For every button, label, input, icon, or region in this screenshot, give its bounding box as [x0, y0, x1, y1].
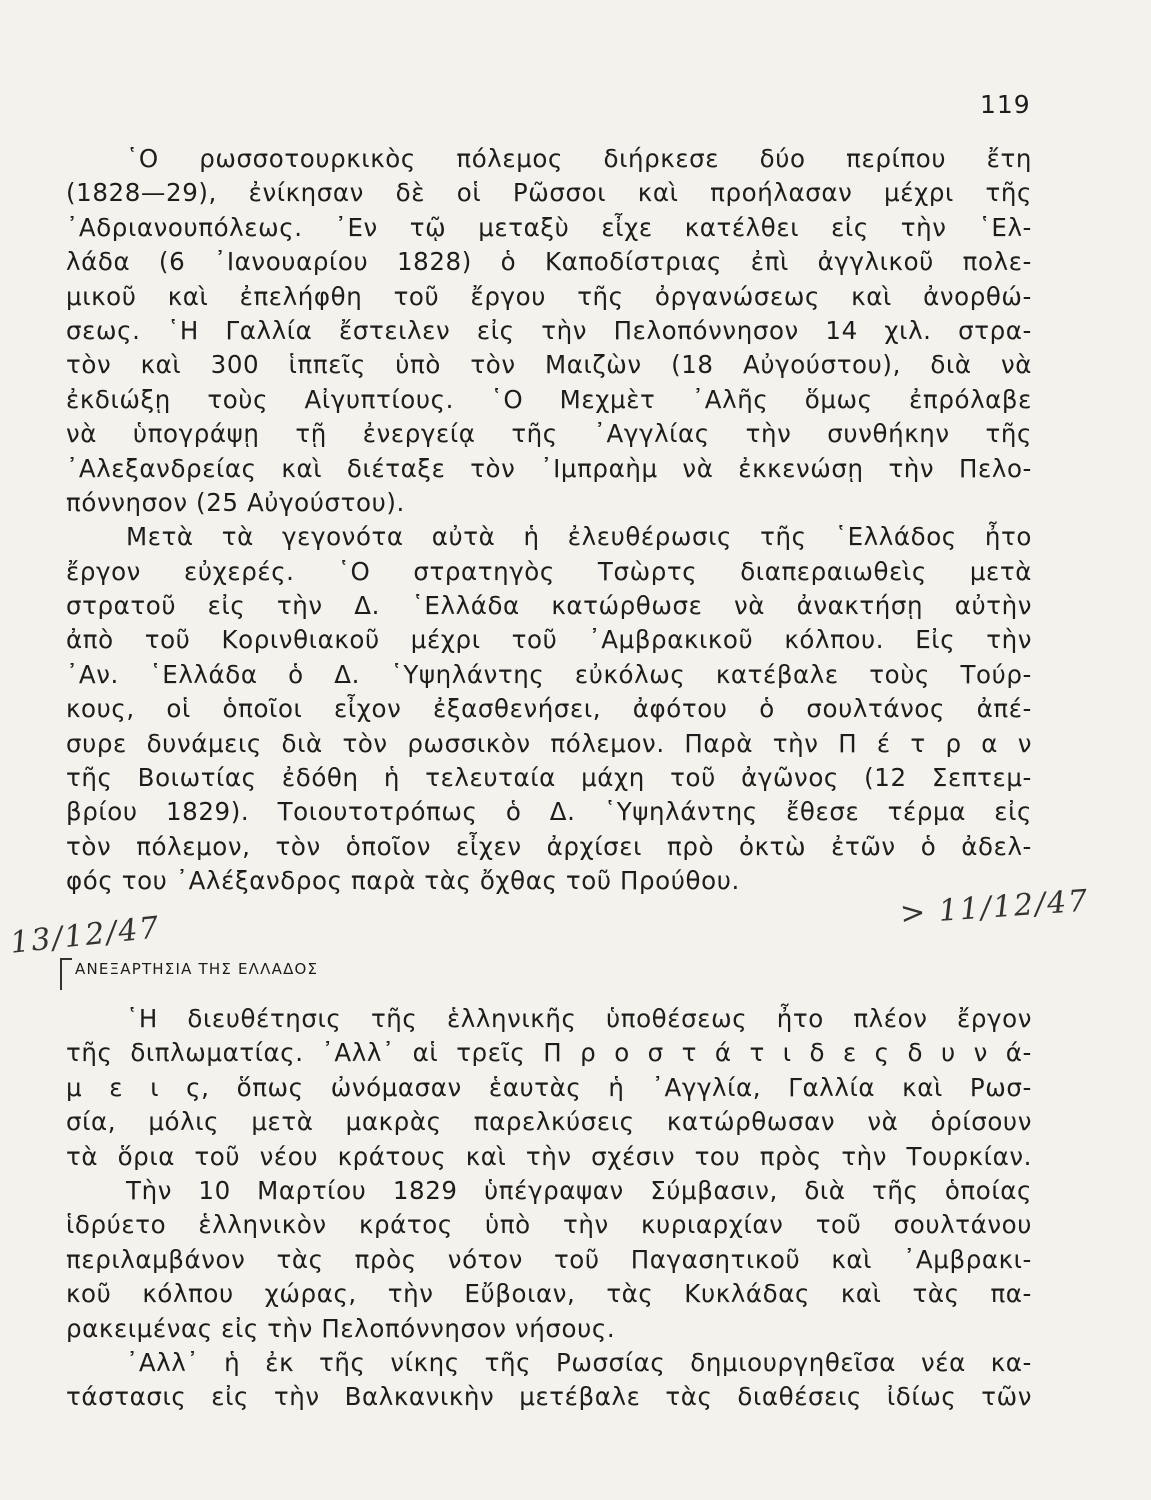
section-one-text [66, 142, 1032, 899]
text-line: Μετὰ τὰ γεγονότα αὐτὰ ἡ ἐλευθέρωσις τῆς ῾Ελλάδος ἦτο [126, 522, 1032, 552]
text-line: τὸν καὶ 300 ἱππεῖς ὑπὸ τὸν Μαιζὼν (18 Αὐγούστου), διὰ νὰ [66, 350, 1032, 380]
text-line: συρε δυνάμεις διὰ τὸν ρωσσικὸν πόλεμον. Παρὰ τὴν Π έ τ ρ α ν [66, 728, 1032, 758]
text-line: φός του ᾿Αλέξανδρος παρὰ τὰς ὄχθας τοῦ Προύθου. [66, 866, 740, 896]
text-line: ρακειμένας εἰς τὴν Πελοπόννησον νήσους. [66, 1313, 616, 1343]
text-line: σία, μόλις μετὰ μακρὰς παρελκύσεις κατώρθωσαν νὰ ὁρίσουν [66, 1107, 1032, 1137]
text-line: περιλαμβάνον τὰς πρὸς νότον τοῦ Παγασητικοῦ καὶ ᾿Αμβρακι- [66, 1244, 1032, 1274]
text-line: κους, οἱ ὁποῖοι εἶχον ἐξασθενήσει, ἀφότου ὁ σουλτάνος ἀπέ- [66, 694, 1032, 724]
text-line: ἱδρύετο ἑλληνικὸν κράτος ὑπὸ τὴν κυριαρχίαν τοῦ σουλτάνου [66, 1210, 1032, 1240]
text-line: ᾿Αν. ῾Ελλάδα ὁ Δ. ῾Υψηλάντης εὐκόλως κατέβαλε τοὺς Τούρ- [66, 659, 1032, 689]
text-line: ἔργον εὐχερές. ῾Ο στρατηγὸς Τσὼρτς διαπεραιωθεὶς μετὰ [66, 556, 1032, 586]
text-line: ᾿Αδριανουπόλεως. ᾿Εν τῷ μεταξὺ εἶχε κατέλθει εἰς τὴν ῾Ελ- [66, 212, 1032, 242]
text-line: σεως. ῾Η Γαλλία ἔστειλεν εἰς τὴν Πελοπόννησον 14 χιλ. στρα- [66, 315, 1032, 345]
text-line: τὰ ὅρια τοῦ νέου κράτους καὶ τὴν σχέσιν του πρὸς τὴν Τουρκίαν. [66, 1141, 1032, 1171]
text-line: λάδα (6 ᾿Ιανουαρίου 1828) ὁ Καποδίστριας ἐπὶ ἀγγλικοῦ πολε- [66, 247, 1032, 277]
text-line: (1828—29), ἐνίκησαν δὲ οἱ Ρῶσσοι καὶ προήλασαν μέχρι τῆς [66, 178, 1032, 208]
text-line: τῆς διπλωματίας. ᾿Αλλ᾿ αἱ τρεῖς Π ρ ο σ τ ά τ ι δ ε ς δ υ ν ά- [66, 1038, 1032, 1068]
text-line: μικοῦ καὶ ἐπελήφθη τοῦ ἔργου τῆς ὀργανώσεως καὶ ἀνορθώ- [66, 281, 1032, 311]
text-line: βρίου 1829). Τοιουτοτρόπως ὁ Δ. ῾Υψηλάντης ἔθεσε τέρμα εἰς [66, 797, 1032, 827]
text-line: στρατοῦ εἰς τὴν Δ. ῾Ελλάδα κατώρθωσε νὰ ἀνακτήσῃ αὐτὴν [66, 591, 1032, 621]
text-line: ᾿Αλεξανδρείας καὶ διέταξε τὸν ᾿Ιμπραὴμ νὰ ἐκκενώσῃ τὴν Πελο- [66, 453, 1032, 483]
text-line: τὸν πόλεμον, τὸν ὁποῖον εἶχεν ἀρχίσει πρὸ ὀκτὼ ἐτῶν ὁ ἀδελ- [66, 831, 1032, 861]
section-two-text [66, 1002, 1032, 1415]
text-line: ἀπὸ τοῦ Κορινθιακοῦ μέχρι τοῦ ᾿Αμβρακικοῦ κόλπου. Εἰς τὴν [66, 625, 1032, 655]
text-line: μ ε ι ς, ὅπως ὠνόμασαν ἑαυτὰς ἡ ᾿Αγγλία, Γαλλία καὶ Ρωσ- [66, 1072, 1032, 1102]
text-line: Τὴν 10 Μαρτίου 1829 ὑπέγραψαν Σύμβασιν, διὰ τῆς ὁποίας [126, 1175, 1032, 1205]
text-line: κοῦ κόλπου χώρας, τὴν Εὔβοιαν, τὰς Κυκλάδας καὶ τὰς πα- [66, 1279, 1032, 1309]
text-line: νὰ ὑπογράψῃ τῇ ἐνεργείᾳ τῆς ᾿Αγγλίας τὴν συνθήκην τῆς [66, 419, 1032, 449]
text-line: ᾿Αλλ᾿ ἡ ἐκ τῆς νίκης τῆς Ρωσσίας δημιουργηθεῖσα νέα κα- [126, 1347, 1032, 1377]
page-number: 119 [980, 90, 1031, 119]
text-line: τάστασις εἰς τὴν Βαλκανικὴν μετέβαλε τὰς διαθέσεις ἰδίως τῶν [66, 1382, 1032, 1412]
section-heading: ΑΝΕΞΑΡΤΗΣΙΑ ΤΗΣ ΕΛΛΑΔΟΣ [75, 960, 319, 978]
handwritten-bracket [60, 958, 72, 990]
handwritten-date-right: > 11/12/47 [899, 883, 1091, 932]
text-line: τῆς Βοιωτίας ἐδόθη ἡ τελευταία μάχη τοῦ ἀγῶνος (12 Σεπτεμ- [66, 763, 1032, 793]
text-line: ῾Ο ρωσσοτουρκικὸς πόλεμος διήρκεσε δύο περίπου ἔτη [126, 144, 1032, 173]
handwritten-date-left: 13/12/47 [8, 910, 163, 961]
text-line: ἐκδιώξῃ τοὺς Αἰγυπτίους. ῾Ο Μεχμὲτ ᾿Αλῆς ὅμως ἐπρόλαβε [66, 384, 1032, 414]
text-line: ῾Η διευθέτησις τῆς ἑλληνικῆς ὑποθέσεως ἦτο πλέον ἔργον [126, 1004, 1032, 1033]
text-line: πόννησον (25 Αὐγούστου). [66, 487, 405, 517]
